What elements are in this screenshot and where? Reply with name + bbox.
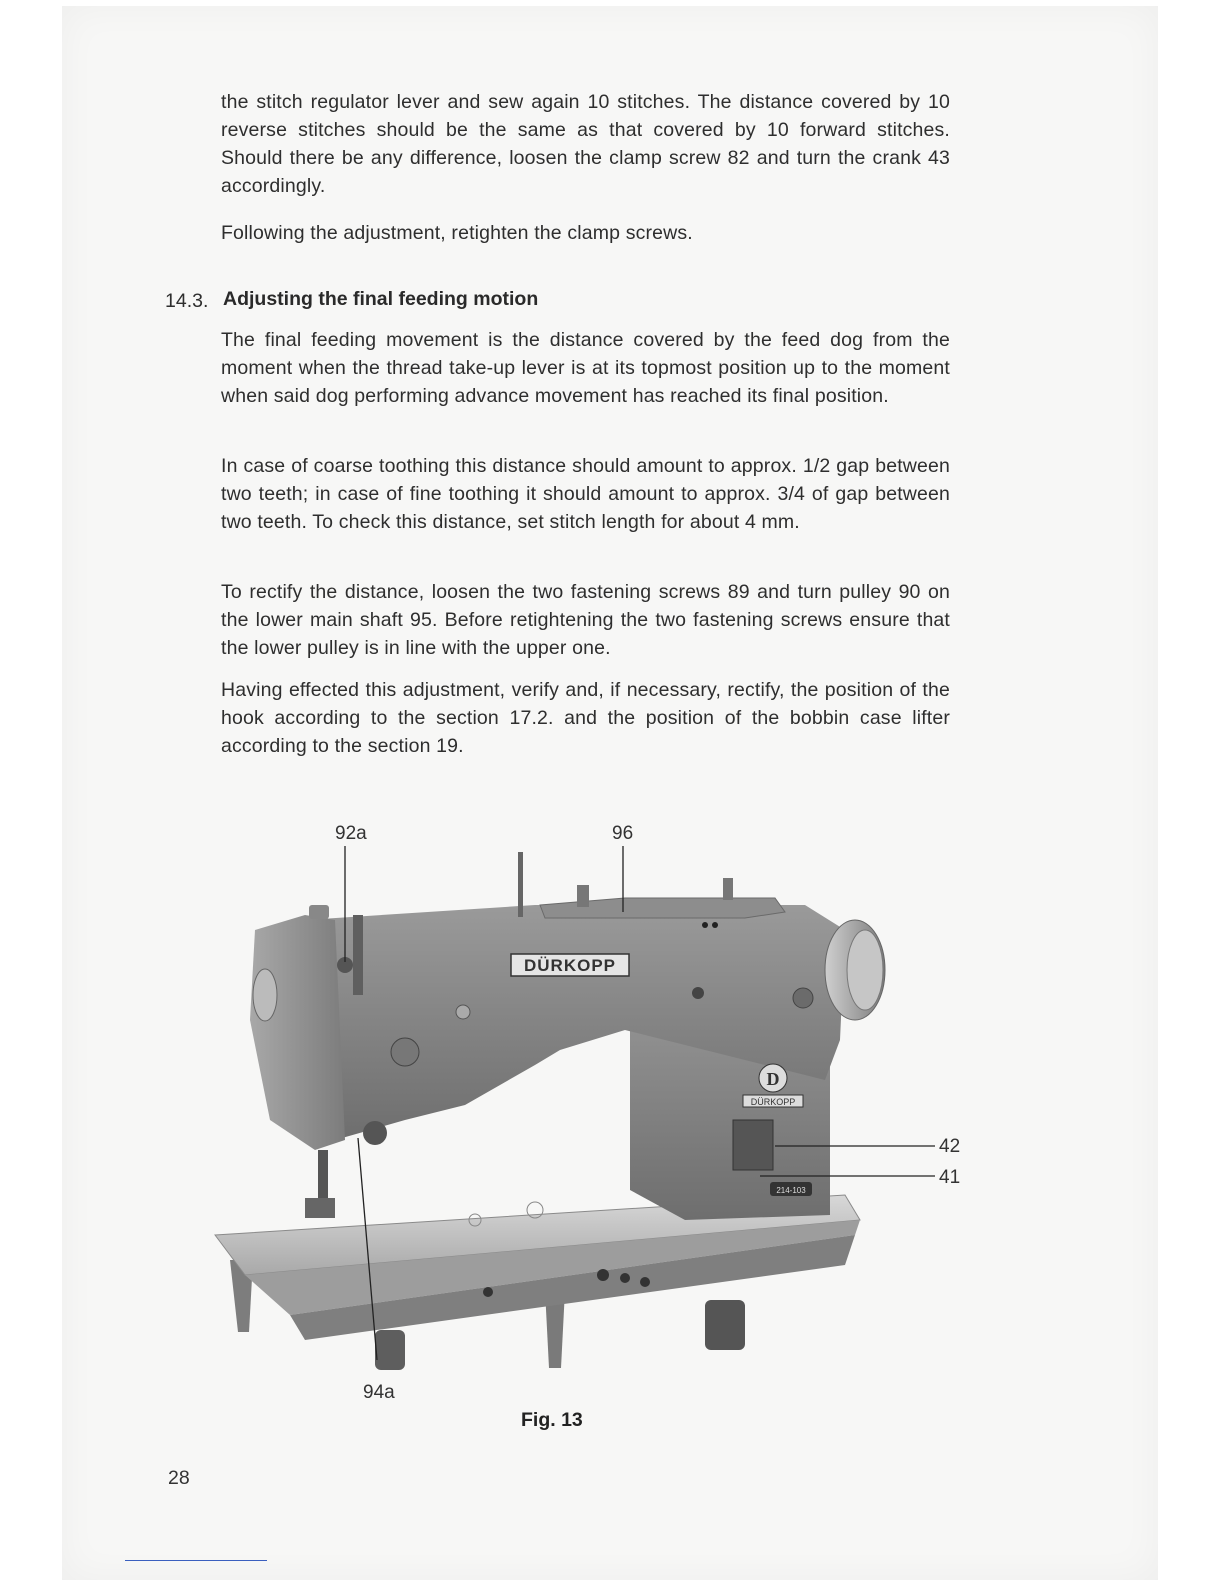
top-knob <box>577 885 589 907</box>
callout-41: 41 <box>939 1167 961 1188</box>
scan-edge-line <box>125 1560 267 1561</box>
callout-94a: 94a <box>363 1382 395 1403</box>
section-number: 14.3. <box>165 290 209 312</box>
figure-caption: Fig. 13 <box>521 1409 583 1431</box>
bed-hole <box>483 1287 493 1297</box>
callout-92a: 92a <box>335 823 367 844</box>
bed-hole <box>597 1269 609 1281</box>
paragraph-definition: The final feeding movement is the distance covered by the feed dog from the moment when the thread take-up lever is at its topmost position up to the moment when said dog performing advance movement has reached its final position. <box>221 329 950 407</box>
paragraph-toothing: In case of coarse toothing this distance should amount to approx. 1/2 gap between two teeth; in case of fine toothing it should amount to approx. 3/4 of gap between two teeth. To check this distance, set stitch length for about 4 mm. <box>221 455 950 533</box>
bed-hole <box>620 1273 630 1283</box>
top-knob <box>723 878 733 900</box>
brand-logo-text: DÜRKOPP <box>523 956 617 975</box>
thread-spindle <box>518 852 523 917</box>
bed-hole <box>640 1277 650 1287</box>
callout-42: 42 <box>939 1136 961 1157</box>
paragraph-reverse-stitches: the stitch regulator lever and sew again 10 stitches. The distance covered by 10 reverse stitches should be the same as that covered by 10 forward stitches. Should there be any difference, loosen the clamp screw 82 and turn the crank 43 accordingly. <box>221 91 950 197</box>
page-number: 28 <box>168 1467 190 1489</box>
paragraph-retighten: Following the adjustment, retighten the clamp screws. <box>221 222 693 244</box>
handwheel-face <box>847 930 883 1010</box>
figure-13 <box>205 820 975 1403</box>
svg-text:D: D <box>766 1069 780 1089</box>
presser-foot <box>305 1198 335 1218</box>
serial-plate-text: 214-103 <box>776 1186 806 1195</box>
motor-block-right <box>705 1300 745 1350</box>
paragraph-verify: Having effected this adjustment, verify and, if necessary, rectify, the position of the hook according to the section 17.2. and the position of the bobbin case lifter according to the section 19. <box>221 679 950 757</box>
section-title: Adjusting the final feeding motion <box>223 288 539 310</box>
bobbin-winder-knob <box>363 1121 387 1145</box>
head-side-cover <box>253 969 277 1021</box>
thread-tension-assembly <box>391 1038 419 1066</box>
brand-small-text: DÜRKOPP <box>750 1097 796 1107</box>
sewing-machine-illustration <box>205 820 975 1380</box>
stitch-regulator-lever <box>733 1120 773 1170</box>
machine-head <box>250 915 345 1150</box>
take-up-lever <box>353 915 363 995</box>
arm-top-cover <box>540 898 785 918</box>
presser-bar-knob <box>309 905 329 919</box>
motor-block-left <box>375 1330 405 1370</box>
paragraph-rectify: To rectify the distance, loosen the two fastening screws 89 and turn pulley 90 on the lower main shaft 95. Before retightening the two fastening screws ensure that the lower pulley is in line with the upper one. <box>221 581 950 659</box>
callout-96: 96 <box>612 823 634 844</box>
